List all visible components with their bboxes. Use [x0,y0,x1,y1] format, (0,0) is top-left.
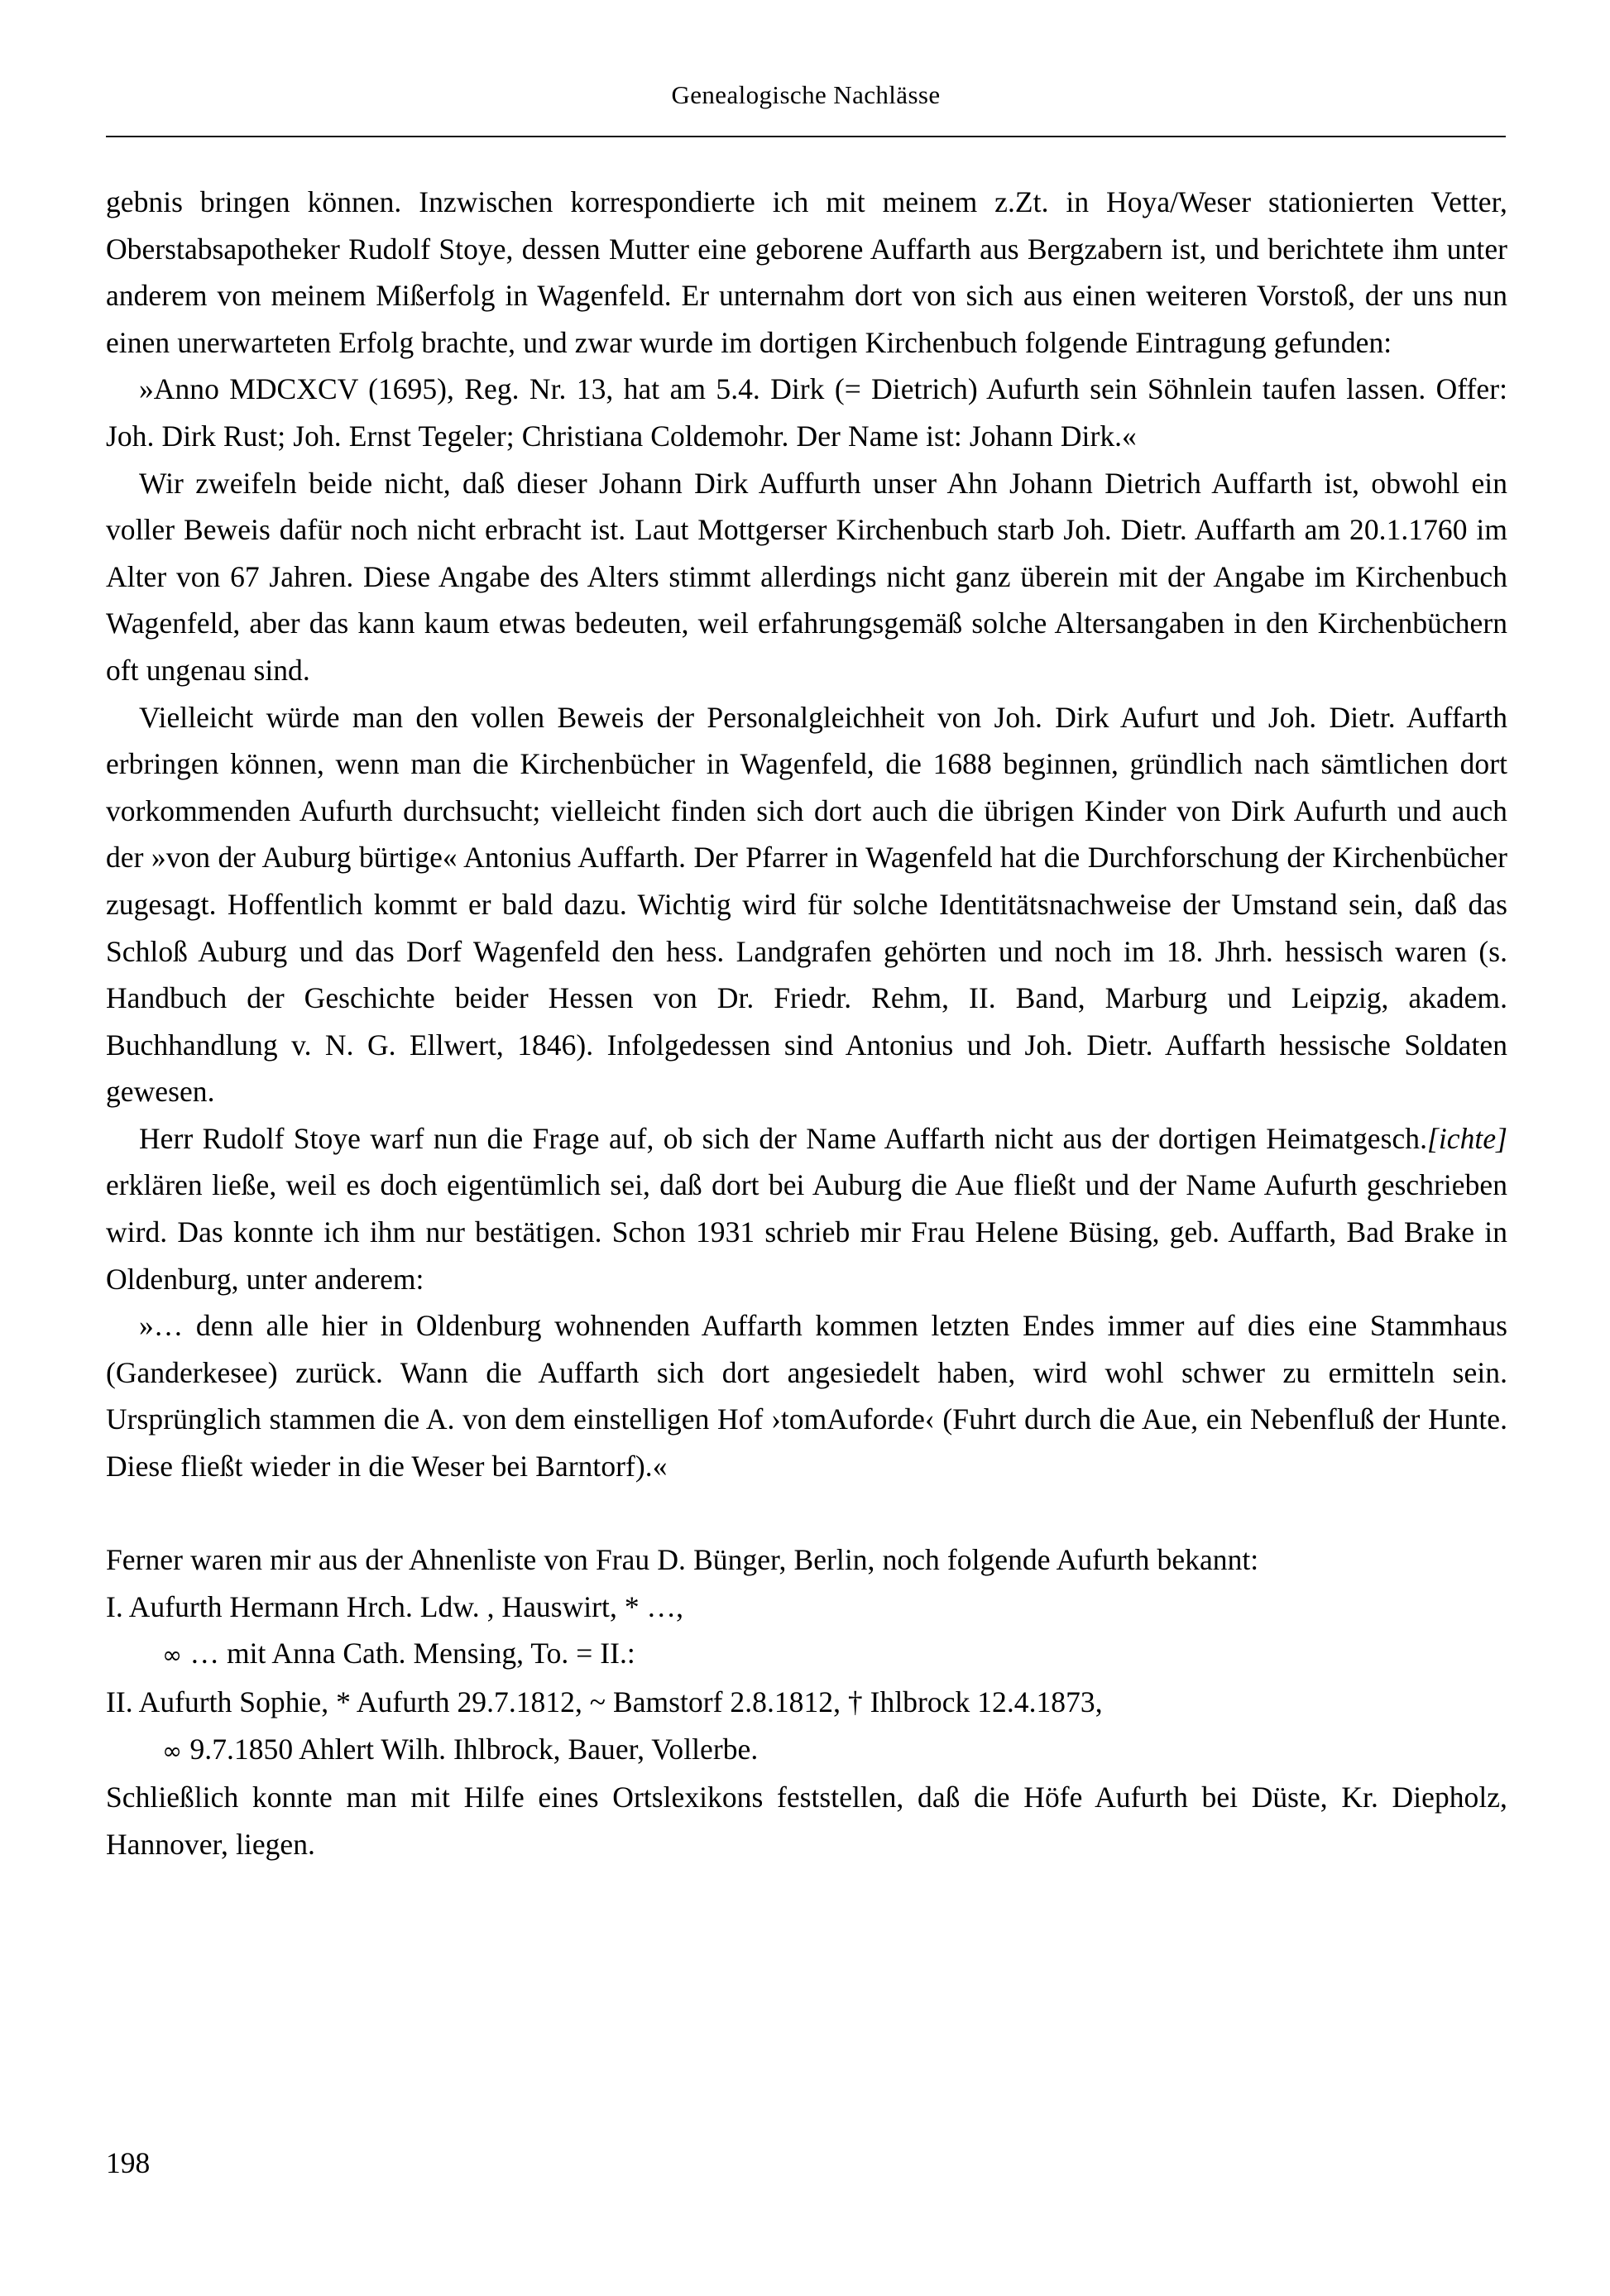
paragraph-rudolf-stoye-frage [106,1115,1507,1302]
paragraph-oldenburg-letter-quote: »… denn alle hier in Oldenburg wohnenden Auffarth kommen letzten Endes immer auf dies eine Stammhaus (Ganderkesee) zurück. Wann die Auffarth sich dort angesiedelt haben, wird wohl schwer zu ermitteln sein. Ursprünglich stammen die A. von dem einstelligen Hof ›tomAuforde‹ (Fuhrt durch die Aue, ein Nebenfluß der Hunte. Diese fließt wieder in die Weser bei Barntorf).« [106,1309,1507,1484]
paragraph-church-record-quote: »Anno MDCXCV (1695), Reg. Nr. 13, hat am 5.4. Dirk (= Dietrich) Aufurth sein Söhnlein taufen lassen. Offer: Joh. Dirk Rust; Joh. Ernst Tegeler; Christiana Coldemohr. Der Name ist: Johann Dirk.« [106,372,1507,453]
paragraph-personalgleichheit: Vielleicht würde man den vollen Beweis der Personalgleichheit von Joh. Dirk Aufurt und Joh. Dietr. Auffarth erbringen können, wenn man die Kirchenbücher in Wagenfeld, die 1688 beginnen, gründlich nach sämtlichen dort vorkommenden Aufurth durchsucht; vielleicht finden sich dort auch die übrigen Kinder von Dirk Aufurth und auch der »von der Auburg bürtige« Antonius Auffarth. Der Pfarrer in Wagenfeld hat die Durchforschung der Kirchenbücher zugesagt. Hoffentlich kommt er bald dazu. Wichtig wird für solche Identitätsnachweise der Umstand sein, daß das Schloß Auburg und das Dorf Wagenfeld den hess. Landgrafen gehörten und noch im 18. Jhrh. hessisch waren (s. Handbuch der Geschichte beider Hessen von Dr. Friedr. Rehm, II. Band, Marburg und Leipzig, akadem. Buchhandlung v. N. G. Ellwert, 1846). Infolgedessen sind Antonius und Joh. Dietr. Auffarth hessische Soldaten gewesen. [106,700,1507,1109]
page-number: 198 [106,2146,151,2179]
paragraph-ahnenliste-intro: Ferner waren mir aus der Ahnenliste von Frau D. Bünger, Berlin, noch folgende Aufurth bekannt: [106,1543,1259,1577]
marriage-symbol-icon: ∞ [162,1736,190,1765]
paragraph-segment-before-italic: Herr Rudolf Stoye warf nun die Frage auf, ob sich der Name Auffarth nicht aus der dortigen Heimatgesch. [139,1121,1428,1155]
paragraph-ortslexikon-conclusion: Schließlich konnte man mit Hilfe eines Ortslexikons feststellen, daß die Höfe Aufurth bei Düste, Kr. Diepholz, Hannover, liegen. [106,1781,1507,1861]
paragraph-continuation: gebnis bringen können. Inzwischen korrespondierte ich mit meinem z.Zt. in Hoya/Weser stationierten Vetter, Oberstabsapotheker Rudolf Stoye, dessen Mutter eine geborene Auffarth aus Bergzabern ist, und berichtete ihm unter anderem von meinem Mißerfolg in Wagenfeld. Er unternahm dort von sich aus einen weiteren Vorstoß, der uns nun einen unerwarteten Erfolg brachte, und zwar wurde im dortigen Kirchenbuch folgende Eintragung gefunden: [106,185,1507,359]
running-head: Genealogische Nachlässe [671,80,941,109]
genealogy-entry-ii: II. Aufurth Sophie, * Aufurth 29.7.1812, ~ Bamstorf 2.8.1812, † Ihlbrock 12.4.1873, [106,1685,1103,1718]
genealogy-entry-ii-marriage-text: 9.7.1850 Ahlert Wilh. Ihlbrock, Bauer, Vollerbe. [189,1732,759,1766]
editorial-insertion-italic: [ichte] [1427,1121,1507,1155]
marriage-symbol-icon: ∞ [162,1641,190,1670]
body-text-block [106,179,1507,1867]
genealogy-entry-i-marriage [106,1630,1507,1679]
genealogy-entry-i-marriage-text: … mit Anna Cath. Mensing, To. = II.: [189,1637,635,1670]
genealogy-entry-ii-marriage [106,1726,1507,1775]
genealogy-entry-i: I. Aufurth Hermann Hrch. Ldw. , Hauswirt, * …, [106,1589,684,1623]
header-rule [106,136,1506,137]
paragraph-segment-after-italic: erklären ließe, weil es doch eigentümlich sei, daß dort bei Auburg die Aue fließt und der Name Aufurth geschrieben wird. Das konnte ich ihm nur bestätigen. Schon 1931 schrieb mir Frau Helene Büsing, geb. Auffarth, Bad Brake in Oldenburg, unter anderem: [106,1168,1507,1296]
paragraph-spacer [106,1490,1507,1537]
paragraph-johann-dirk-auffurth: Wir zweifeln beide nicht, daß dieser Johann Dirk Auffurth unser Ahn Johann Dietrich Auffarth ist, obwohl ein voller Beweis dafür noch nicht erbracht ist. Laut Mottgerser Kirchenbuch starb Joh. Dietr. Auffarth am 20.1.1760 im Alter von 67 Jahren. Diese Angabe des Alters stimmt allerdings nicht ganz überein mit der Angabe im Kirchenbuch Wagenfeld, aber das kann kaum etwas bedeuten, weil erfahrungsgemäß solche Altersangaben in den Kirchenbüchern oft ungenau sind. [106,466,1507,687]
